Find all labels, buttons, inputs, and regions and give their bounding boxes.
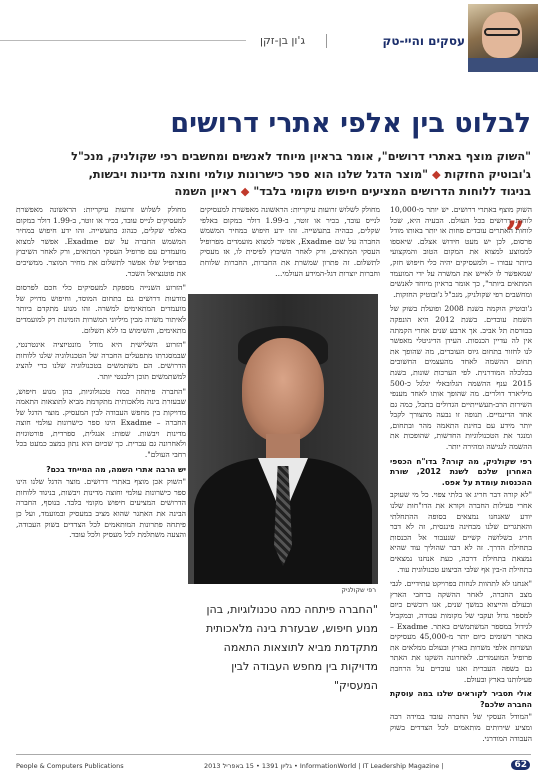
question: רפי שקולניק, מה קורה? בדו"ח הכספי האחרון שלכם לשנת 2012, שורת ההכנסות עומדת על אפס. (390, 456, 532, 487)
paragraph: השוק מוצף באתרי דרושים. יש יותר מ-10,000 לוחות דרושים בכל העולם. הבעיה היא, שכל לוחות האתרים עובדים פחות או יותר באותו מודל פרסום, לכן יש מעט חידוש אצלם. שיאספו לממוצע למצוא את המקום הטוב והמקצועי ביותר עבורו – ולמעסיקים יהיה כלי חיפוש חזק, שמאפשר לו לאייש את המשרה על ידי המועמד המתאים ביותר", כך אומר בראיון מיוחד לאנשים ומחשבים רפי שקולניק, מנכ"ל ג'ובוטיק החזקות. (390, 205, 532, 299)
paragraph: "המודל העסקי של החברה עובד במידה רבה ומציע שירותים מותאמים לכל הצדדים בשוק העבודה המודרני. (390, 712, 532, 743)
header-separator (326, 34, 327, 48)
paragraph: מחולק לשלוש זרועות עיקריות: הראשונה מאפשרת למעסיקים לנייס עובד, בכיר או זוטר, ב-1.99 דולר במקום באלפי שקלים, כנהוג בתעשייה. זהו ידע חיפוש במחיר המשמש החברה על שם Exadme. אפשר למצוא מועמדים עם פרופיל העסקי המתאים, ורק לאחר השיבוץ בפרופיל שלו אפשר לתשלום את מחיר המוצר. ממשיכים את פוטנציאל השכר. (16, 205, 186, 278)
portrait-photo (188, 294, 378, 584)
paragraph: "החברה פיתחה כמה טכנולוגיות, בהן מנוע חיפוש, שבעזרת בינה מלאכותית מתקדמת מביא לתוצאות התאמה מדויקות בין מחפש העבודה לבין המעסיק. מוצר הדגל של החברה – Exadme הינו ספר כישרונות עולמי חוצה מדינות ויבשות. שפות: אנגלית, ספרדית, פורטוגזית ולאחרונה גם עברית. כך שכיום הוא נתון במצב כמעט בכל רחבי העולם". (16, 386, 186, 460)
footer-rule (16, 754, 531, 755)
paragraph: "לא קורה דבר חריג או בלתי צפוי. כל מי שעוקב אחרי פעילות החברה וקורא את הדו"חות שלנו יודע שאנחנו נמצאים בסופה ההתחלתי והאתגרים שלנו מבחינה פיננסית, זה לא דבר חריג בשלושה קשיים שנעבור אל הכנסות בתחילת הדרך. זה לא דבר שהוליך עוד שהיא נמצאת בתחילת דרכה, כעת אנחנו נמצאים בתחילת ה-בין אף שלבי הביצוע טכנולוגית עוד. (390, 490, 532, 574)
page-number: 62 (490, 760, 530, 772)
paragraph: "השוק אכן מוצף באתרי דרושים. מוצר הדגל שלנו הינו ספר כישרונות עולמי וחוצה מדינות ויבשות, בניגוד ללוחות הדרושים המציעים חיפוש מקומי בלבד. בנוסף, החברה הבינה את האתגר שהוא מציב במעסיק ובמועמד, ועל כן פיתחה פתרונות המותאמים לכל הצדדים בשוק העבודה, והצעה משתלמת לכל מעסיק ולכל עובד. (16, 477, 186, 540)
column-left (16, 205, 186, 745)
article-subtitle: "השוק מוצף באתרי דרושים", אומר בראיון מיוחד לאנשים ומחשבים רפי שקולניק, מנכ"ל ג'ובוטיק החזקות ◆ "מוצר הדגל שלנו הוא ספר כישרונות עולמי וחוצה מדינות ויבשות, בניגוד ללוחות הדרושים המציעים חיפוש מקומי בלבד" ◆ ראיון השמה (71, 150, 531, 198)
footer-issue: גליון 1391 • 15 באפריל 2013 • InformationWorld | IT Leadership Magazine | (204, 762, 444, 770)
pull-quote: "החברה פיתחה כמה טכנולוגיות, בהן מנוע חיפוש, שבעזרת בינה מלאכותית מתקדמת מביא לתוצאות התאמה מדויקות בין מחפש העבודה לבין המעסיק" (205, 603, 378, 692)
header-rule (0, 40, 246, 41)
paragraph: "הזרוע השנייה מספקת למעסיקים כלי חכם לפרסום מודעות דרושים גם בתחום המוסד, וחיפוש מדויק של מועמדים המתאימים למשרה. זהו מנוע מתקדם ביותר לאיתור משרה מבין מיליוני המשרות הזמינות רק למועמדים מתאימים, והשימוש בו ללא תשלום. (16, 283, 186, 335)
column-right (390, 205, 532, 745)
quote-mark-icon: „ (506, 195, 526, 235)
paragraph: מחולק לשלוש זרועות עיקריות: הראשונה מאפשרת למעסיקים לנייס עובד, בכיר או זוטר, ב-1.99 דולר במקום באלפי שקלים, כבהיה בתעשייה. זהו ידע חיפוש במחיר המשמש החברה על שם Exadme, אפשר למצוא מועמדים מפרופיל העסקי המתאים, ורק לאחר השיבוץ לפיסית לו, אז מעסיק לתשלום. זה פתרון שמשרת את החברות, החברות שלוחת וחברות יוצרות דגל-המידע העולמי... (200, 205, 380, 278)
column-middle (200, 205, 380, 293)
question: יש הרבה אתרי השמה, מה המייחד בכם? (46, 464, 186, 474)
paragraph: ג'ובוטיק הוקמה בשנת 2008 ופועלת בשוק של השמת עובדים. בשנת 2012 היא הונפקה בבורסת תל אביב. אך ארבע שנים אחרי הקמתה אין לה עדיין הכנסות. העידן הדיגיטלי מאפשר לנו לחזור בתחום גיוס העובדים, מה שהופך את תחום ההשמה לאחד מהעצמים החשובים בכלכלה המודרנית. לפי הערכות שונות, בשנת 2015 ענף ההשמה הגלובאלי יגלגל כ-500 מיליארד דולרים. מה שהופך אותו לאחד מענפי השירות הרב-תעשייתיים הגדולים בתבל, כמה גם אחד הדינמיים. תנופה זו נבעה מהצורך לקבל יותר מידע עם בחינת התאמה מהר ובתחום, ומנגד את הטכנולוגיות החדשות, שהופכות את ההשמה לנגישה ומהירה יותר. (390, 304, 532, 452)
author-photo (468, 4, 538, 72)
photo-caption: רפי שקולניק (341, 586, 376, 594)
author-name: ג'ון בן-זקן (260, 34, 305, 47)
question: אולי תסביר לקוראים שלנו במה עוסקת החברה שלכם? (390, 689, 532, 709)
paragraph: "הזרוע השלישית היא מודל מונטיזציה אינטרנטי, שבמסגרתו מתפעלים החברה של הטכנולוגיה שלנו ללוחות הדרושים. הם משתמשים בטכנולוגיה שלנו כדי להציג למשתמשים תוכן רלבנטי יותר. (16, 340, 186, 381)
paragraph: "אנחנו לא לתהוות לנחות בפרויקט עתידיים. לגבי מצב החברה, לאחר ההשקה ברחבי הארץ ובעולם והייצוא במשך שנים, אנו רוכשים כיום למספר גדול ועקבי של מקומות עבודה, ובמקביל לגידול במספר המשתמשים באתר. Exadme – באתר רשומים כיום יותר מ-45,000 מעסיקים ועשרות אלפי משרות בארץ ובעולם ממלאים את פרופיל המועמדים. לאחרונה השקנו את האתר גם בשפה העברית ואנו עובדים על הרחבת פעילותנו בארץ ובעולם. (390, 579, 532, 684)
article-title: לבלוט בין אלפי אתרי דרושים (170, 108, 531, 139)
footer-publisher: People & Computers Publications (16, 762, 124, 770)
section-label: עסקים והיי-טק (382, 34, 465, 48)
